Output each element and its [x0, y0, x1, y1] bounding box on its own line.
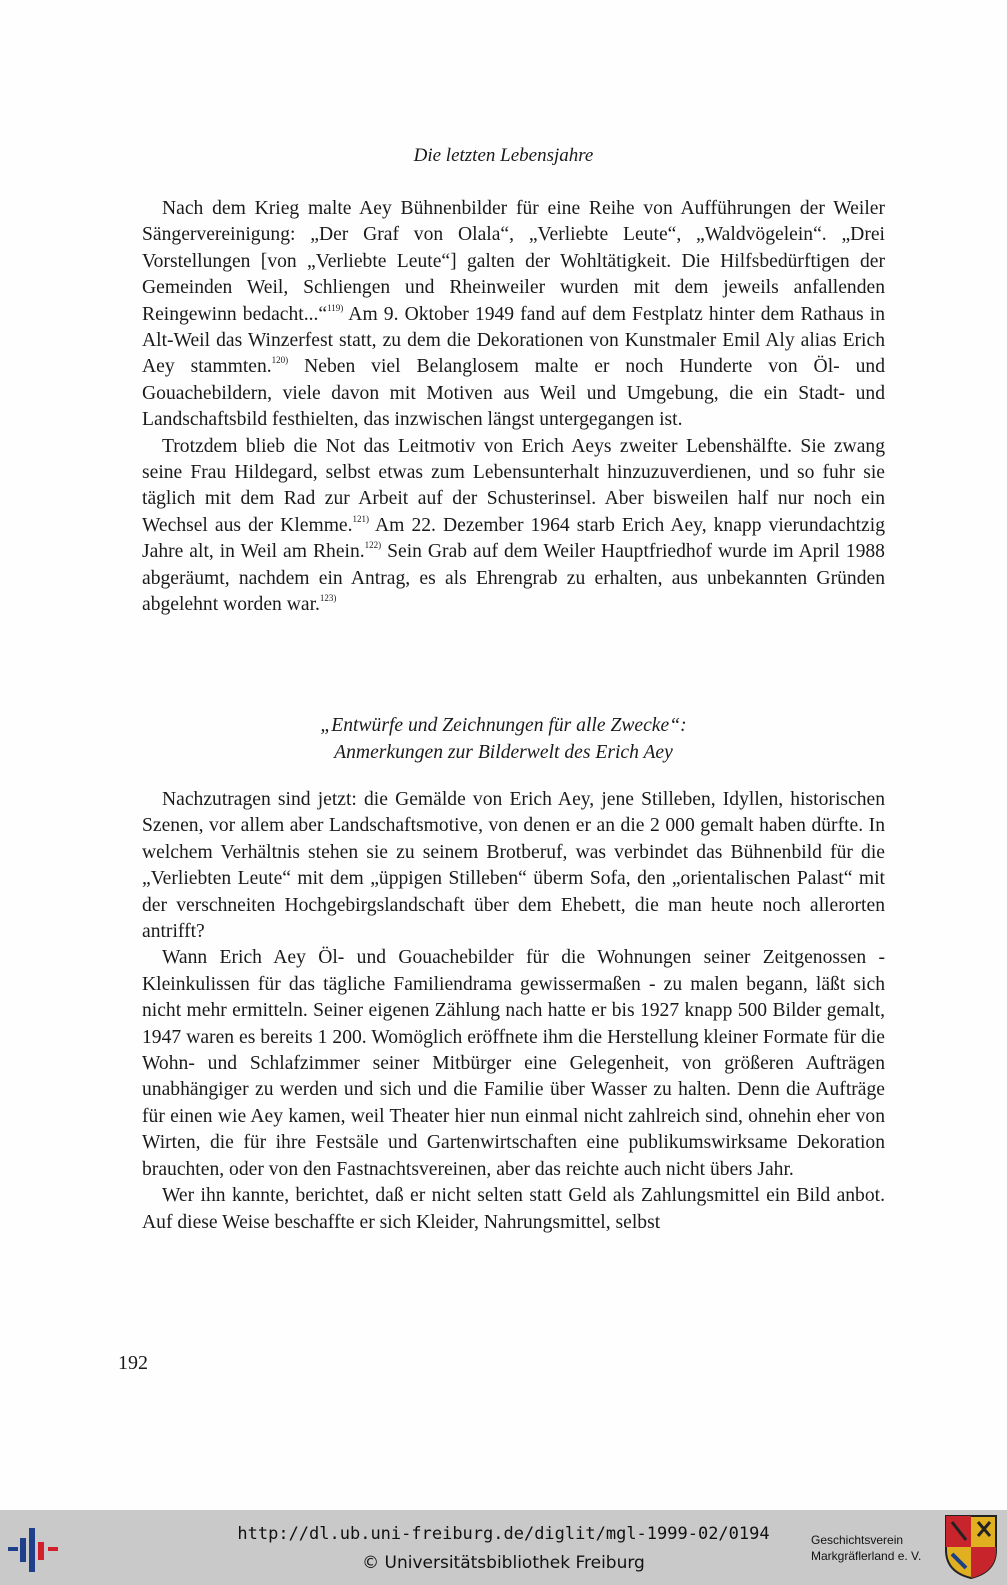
footnote-ref: 120)	[271, 355, 289, 366]
footer-copyright: © Universitätsbibliothek Freiburg	[362, 1553, 645, 1573]
footnote-ref: 122)	[364, 540, 382, 551]
section-heading	[0, 712, 1007, 766]
section-text-lebensjahre	[142, 196, 885, 619]
running-head: Die letzten Lebensjahre	[413, 145, 594, 166]
page-number: 192	[118, 1352, 148, 1374]
footnote-ref: 119)	[327, 302, 344, 313]
paragraph: Trotzdem blieb die Not das Leitmotiv von Erich Aeys zweiter Lebenshälfte. Sie zwang seine Frau Hildegard, selbst etwas zum Lebensunterhalt hinzuzuverdienen, und so fuhr sie täglich mit dem Rad zur Arbeit auf der Schusterinsel. Aber bisweilen half nur noch ein Wechsel aus der Klemme.$^{121)}$ Am 22. Dezember 1964 starb Erich Aey, knapp vierundachtzig Jahre alt, in Weil am Rhein.$^{122)}$ Sein Grab auf dem Weiler Hauptfriedhof wurde im April 1988 abgeräumt, nachdem ein Antrag, es als Ehrengrab zu erhalten, aus unbekannten Gründen abgelehnt worden war.$^{123)}$	[142, 435, 885, 616]
footer-url-link[interactable]: http://dl.ub.uni-freiburg.de/diglit/mgl-1999-02/0194	[237, 1524, 770, 1544]
paragraph: Nach dem Krieg malte Aey Bühnenbilder für eine Reihe von Aufführungen der Weiler Sängervereinigung: „Der Graf von Olala“, „Verliebte Leute“, „Waldvögelein“. „Drei Vorstellungen [von „Verliebte Leute“] galten der Wohltätigkeit. Die Hilfsbedürftigen der Gemeinden Weil, Schliengen und Rheinweiler wurden mit dem jeweils anfallenden Reingewinn bedacht...“$^{119)}$ Am 9. Oktober 1949 fand auf dem Festplatz hinter dem Rathaus in Alt-Weil das Winzerfest statt, zu dem die Dekorationen von Kunstmaler Emil Aly alias Erich Aey stammten.$^{120)}$ Neben viel Belanglosem malte er noch Hunderte von Öl- und Gouachebildern, viele davon mit Motiven aus Weil und Umgebung, die ein Stadt- und Landschaftsbild festhielten, das inzwischen längst untergegangen ist.	[142, 198, 885, 431]
paragraph: Wer ihn kannte, berichtet, daß er nicht selten statt Geld als Zahlungsmittel ein Bild anbot. Auf diese Weise beschaffte er sich Kleider, Nahrungsmittel, selbst	[142, 1185, 885, 1233]
footnote-ref: 123)	[319, 593, 337, 604]
society-name: Geschichtsverein Markgräflerland e. V.	[811, 1533, 922, 1563]
section-text-bilderwelt	[142, 787, 885, 1236]
coat-of-arms-icon	[944, 1514, 998, 1580]
section-heading-line2: Anmerkungen zur Bilderwelt des Erich Aey	[334, 742, 673, 763]
paragraph: Wann Erich Aey Öl- und Gouachebilder für die Wohnungen seiner Zeitgenossen - Kleinkulissen für das tägliche Familiendrama gewissermaßen - zu malen begann, läßt sich nicht mehr ermitteln. Seiner eigenen Zählung nach hatte er bis 1927 knapp 500 Bilder gemalt, 1947 waren es bereits 1 200. Womöglich eröffnete ihm die Herstellung kleiner Formate für die Wohn- und Schlafzimmer seiner Mitbürger eine Gelegenheit, von größeren Aufträgen unabhängiger zu werden und sich und die Familie über Wasser zu halten. Denn die Aufträge für einen wie Aey kamen, weil Theater hier nun einmal nicht zahlreich sind, ohnehin eher von Wirten, die für ihre Festsäle und Gartenwirtschaften eine publikumswirksame Dekoration brauchten, oder von den Fastnachtsvereinen, aber das reichte auch nicht übers Jahr.	[142, 947, 885, 1180]
footer-bar	[0, 1510, 1007, 1585]
footnote-ref: 121)	[352, 513, 370, 524]
paragraph: Nachzutragen sind jetzt: die Gemälde von Erich Aey, jene Stilleben, Idyllen, historischen Szenen, vor allem aber Landschaftsmotive, von denen er an die 2 000 gemalt haben dürfte. In welchem Verhältnis stehen sie zu seinem Brotberuf, was verbindet das Bühnenbild für die „Verliebten Leute“ mit dem „üppigen Stilleben“ überm Sofa, den „orientalischen Palast“ mit der verschneiten Hochgebirgslandschaft über dem Ehebett, die man heute noch allerorten antrifft?	[142, 789, 885, 943]
section-heading-line1: „Entwürfe und Zeichnungen für alle Zwecke“:	[320, 715, 687, 736]
